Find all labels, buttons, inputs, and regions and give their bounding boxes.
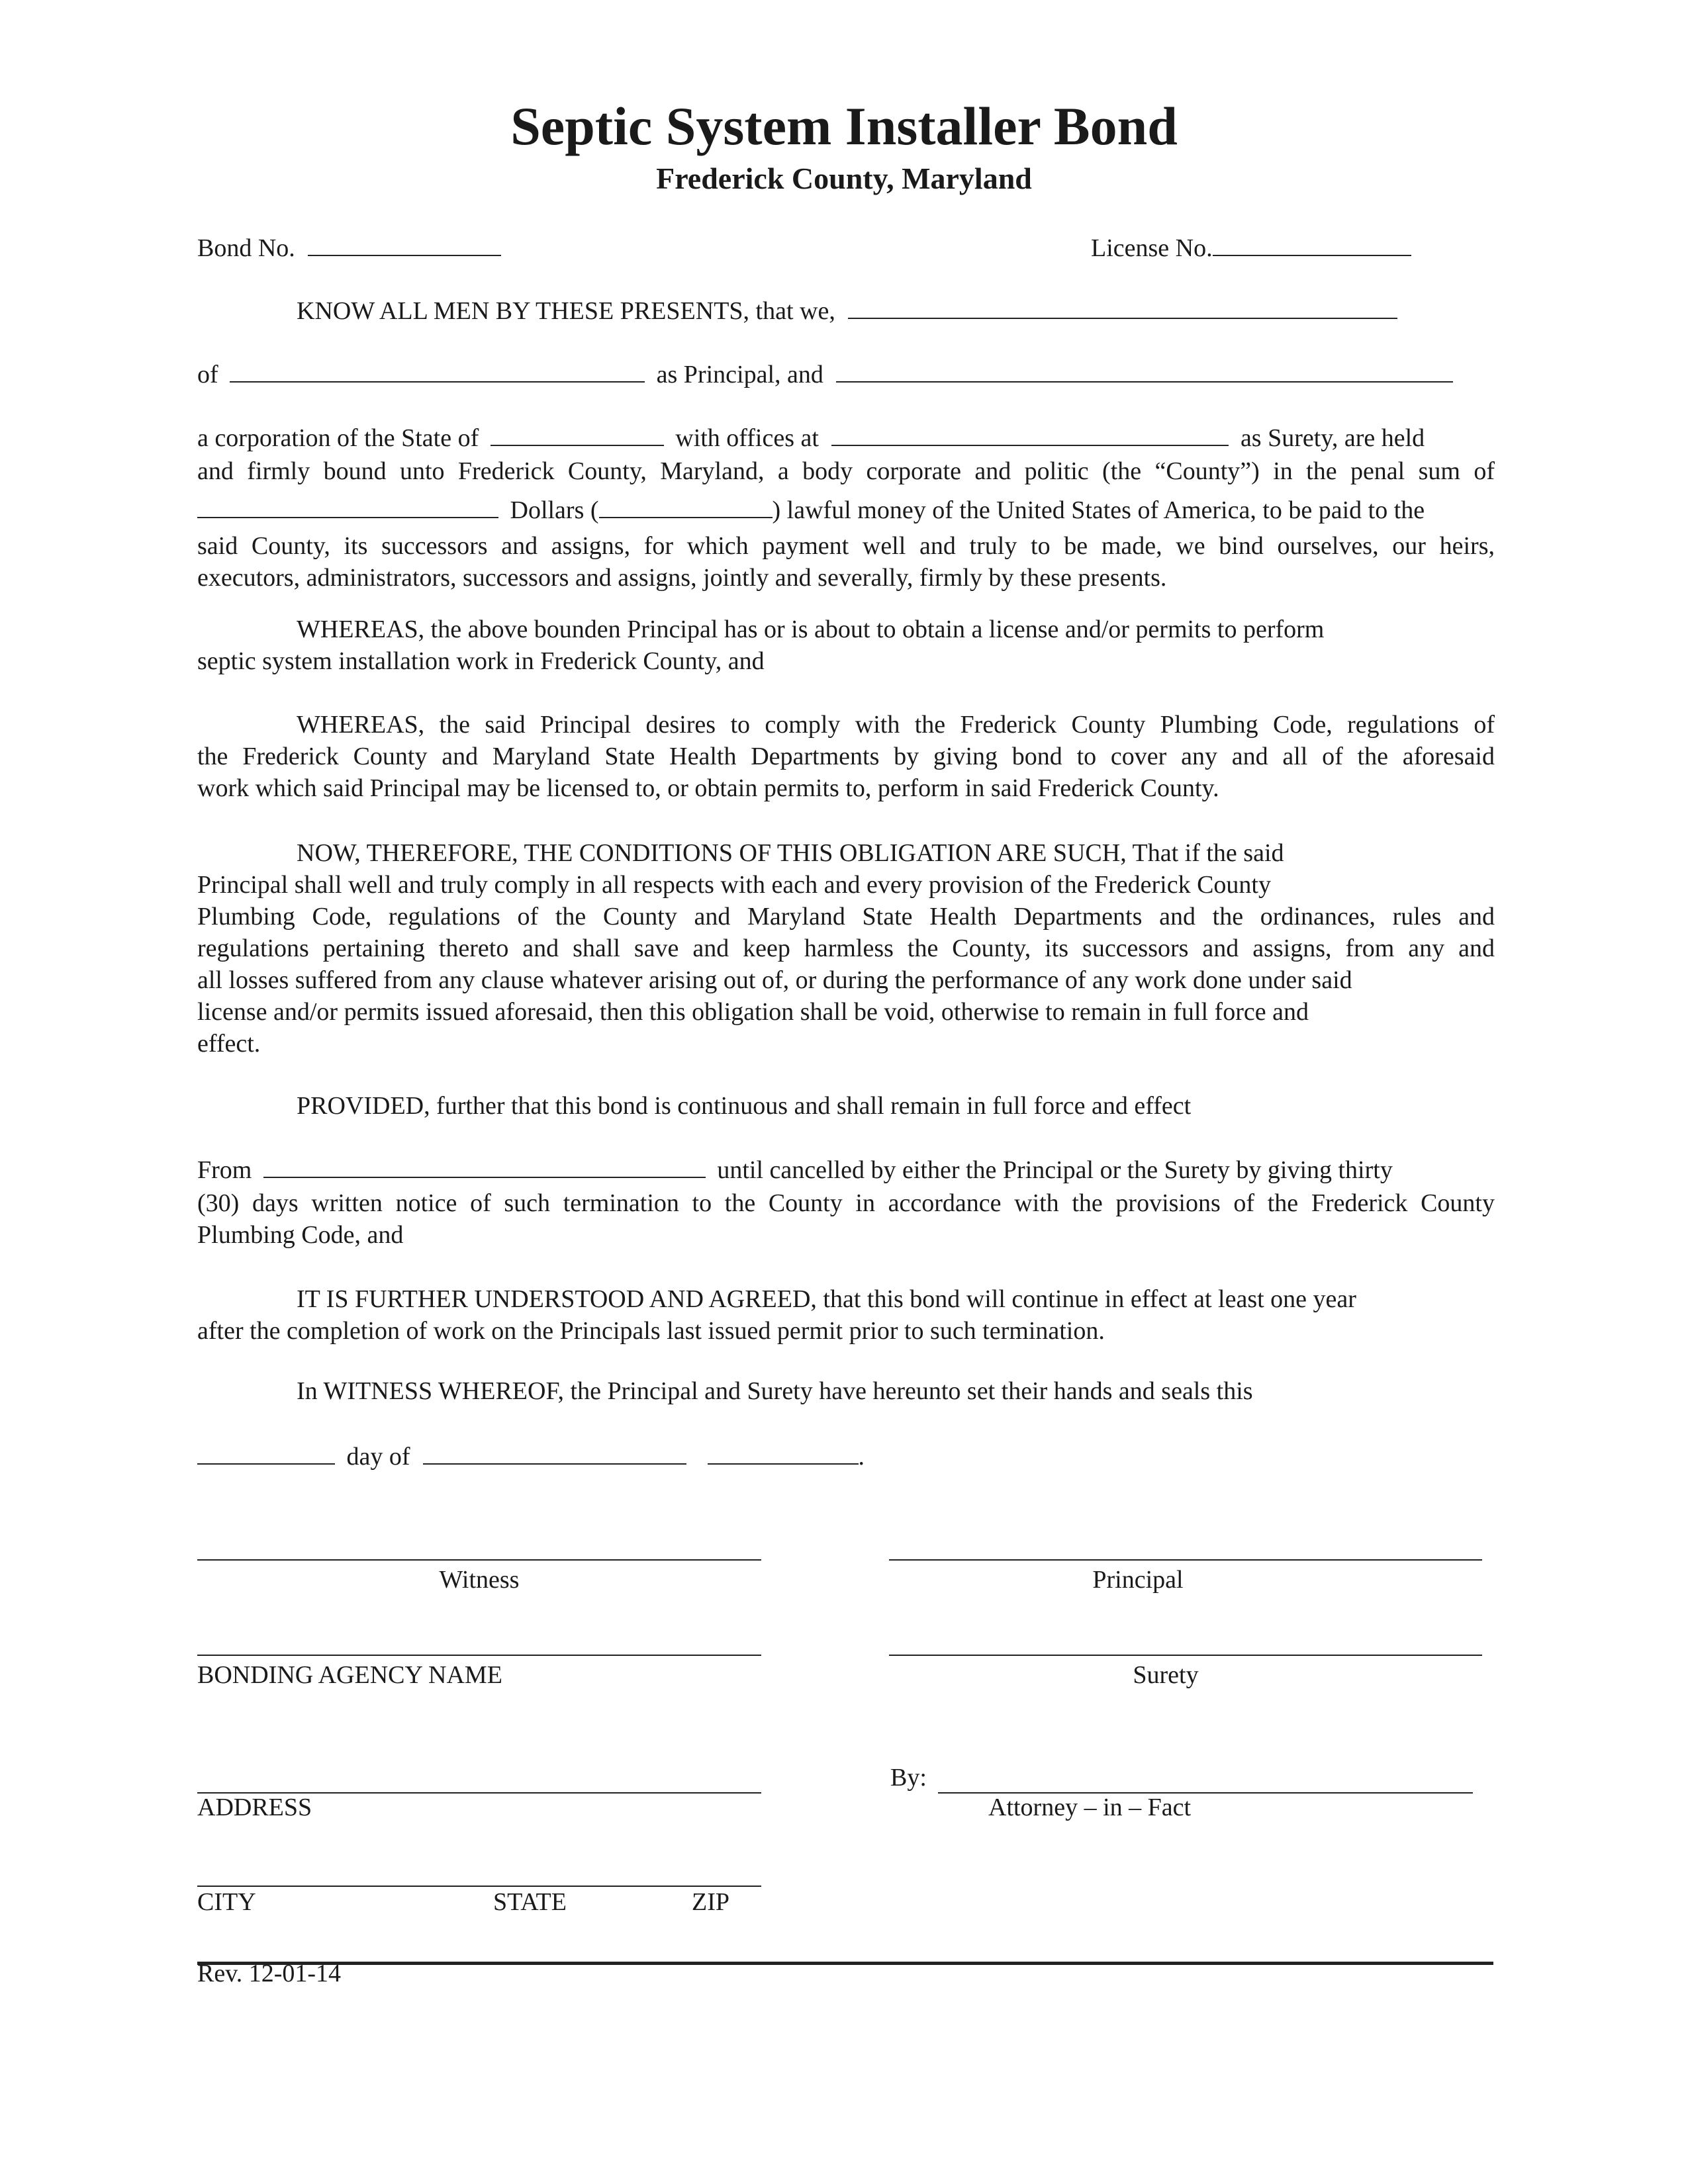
of-label: of bbox=[197, 361, 218, 388]
executors-line: executors, administrators, successors and assigns, jointly and severally, firmly by these presents. bbox=[197, 564, 1167, 592]
bond-no-row bbox=[197, 235, 501, 261]
witness-whereof-text: In WITNESS WHEREOF, the Principal and Surety have hereunto set their hands and seals this bbox=[297, 1377, 1253, 1405]
month-field[interactable] bbox=[423, 1443, 686, 1465]
now-line-2: Principal shall well and truly comply in all respects with each and every provision of the Frederick County bbox=[197, 871, 1271, 899]
license-no-row bbox=[1091, 235, 1411, 261]
attorney-label: Attorney – in – Fact bbox=[988, 1794, 1192, 1821]
now-line-7: effect. bbox=[197, 1030, 261, 1058]
know-all-text: KNOW ALL MEN BY THESE PRESENTS, that we, bbox=[297, 297, 835, 325]
thirty-days-paragraph bbox=[197, 1187, 1495, 1251]
know-all-row bbox=[297, 298, 1397, 324]
now-line-4: regulations pertaining thereto and shall save and keep harmless the County, its successors and assigns, from any and bbox=[197, 934, 1495, 962]
city-label: CITY bbox=[197, 1888, 256, 1916]
surety-name-field[interactable] bbox=[836, 361, 1453, 383]
principal-address-field[interactable] bbox=[230, 361, 645, 383]
further-paragraph bbox=[197, 1283, 1495, 1347]
surety-label: Surety bbox=[1133, 1661, 1199, 1689]
bound-paragraph bbox=[197, 455, 1495, 487]
with-offices-text: with offices at bbox=[675, 424, 819, 452]
day-of-row bbox=[197, 1443, 865, 1469]
of-row bbox=[197, 361, 1453, 387]
plumbing-code-line: Plumbing Code, and bbox=[197, 1221, 404, 1249]
until-cancelled-text: until cancelled by either the Principal or the Surety by giving thirty bbox=[717, 1156, 1393, 1184]
city-state-zip-line[interactable] bbox=[197, 1886, 761, 1887]
from-label: From bbox=[197, 1156, 252, 1184]
whereas-paragraph-1 bbox=[197, 614, 1495, 677]
effective-date-field[interactable] bbox=[263, 1157, 706, 1178]
now-line-5: all losses suffered from any clause whatever arising out of, or during the performance of any work done under said bbox=[197, 966, 1352, 994]
penal-sum-words-field[interactable] bbox=[197, 497, 498, 518]
day-field[interactable] bbox=[197, 1443, 335, 1465]
by-label: By: bbox=[890, 1764, 927, 1792]
lawful-money-text: ) lawful money of the United States of America, to be paid to the bbox=[772, 496, 1425, 524]
dollars-text: Dollars ( bbox=[510, 496, 599, 524]
surety-offices-field[interactable] bbox=[831, 425, 1229, 446]
footer-rule bbox=[197, 1962, 1493, 1965]
corp-state-text: a corporation of the State of bbox=[197, 424, 479, 452]
document-title: Septic System Installer Bond bbox=[510, 96, 1178, 156]
county-paragraph bbox=[197, 530, 1495, 594]
period: . bbox=[858, 1443, 865, 1471]
whereas1-line-2: septic system installation work in Frederick County, and bbox=[197, 647, 765, 675]
by-row bbox=[890, 1765, 927, 1790]
bond-no-field[interactable] bbox=[308, 235, 501, 256]
further-line-1: IT IS FURTHER UNDERSTOOD AND AGREED, that this bond will continue in effect at least one year bbox=[297, 1285, 1356, 1313]
now-line-1: NOW, THEREFORE, THE CONDITIONS OF THIS OBLIGATION ARE SUCH, That if the said bbox=[297, 839, 1284, 867]
now-therefore-paragraph bbox=[197, 837, 1495, 1060]
principal-label: Principal bbox=[1092, 1566, 1184, 1594]
document-subtitle: Frederick County, Maryland bbox=[656, 161, 1032, 195]
further-line-2: after the completion of work on the Principals last issued permit prior to such termination. bbox=[197, 1317, 1105, 1345]
whereas1-line-1: WHEREAS, the above bounden Principal has or is about to obtain a license and/or permits to perform bbox=[297, 615, 1325, 643]
now-line-6: license and/or permits issued aforesaid, then this obligation shall be void, otherwise to remain in full force and bbox=[197, 998, 1309, 1026]
revision-label: Rev. 12-01-14 bbox=[197, 1960, 342, 1987]
principal-name-field[interactable] bbox=[848, 298, 1397, 319]
zip-label: ZIP bbox=[692, 1888, 729, 1916]
bonding-agency-label: BONDING AGENCY NAME bbox=[197, 1661, 502, 1689]
bond-no-label: Bond No. bbox=[197, 234, 295, 262]
whereas2-line-2: the Frederick County and Maryland State Health Departments by giving bond to cover any and all of the aforesaid bbox=[197, 743, 1495, 770]
bonding-agency-line[interactable] bbox=[197, 1655, 761, 1656]
day-of-label: day of bbox=[346, 1443, 410, 1471]
as-surety-text: as Surety, are held bbox=[1240, 424, 1425, 452]
bound-line: and firmly bound unto Frederick County, Maryland, a body corporate and politic (the “County”) in the penal sum of bbox=[197, 457, 1495, 485]
state-label: STATE bbox=[493, 1888, 567, 1916]
witness-signature-line[interactable] bbox=[197, 1559, 761, 1561]
license-no-label: License No. bbox=[1091, 234, 1213, 262]
from-row bbox=[197, 1157, 1393, 1183]
surety-signature-line[interactable] bbox=[889, 1655, 1482, 1656]
county-line: said County, its successors and assigns, for which payment well and truly to be made, we bind ourselves, our heirs, bbox=[197, 532, 1495, 560]
now-line-3: Plumbing Code, regulations of the County and Maryland State Health Departments and the ordinances, rules and bbox=[197, 903, 1495, 931]
address-label: ADDRESS bbox=[197, 1794, 312, 1821]
corp-state-row bbox=[197, 425, 1425, 451]
penal-sum-amount-field[interactable] bbox=[599, 497, 773, 518]
year-field[interactable] bbox=[708, 1443, 859, 1465]
surety-state-field[interactable] bbox=[491, 425, 664, 446]
principal-signature-line[interactable] bbox=[889, 1559, 1482, 1561]
provided-text: PROVIDED, further that this bond is continuous and shall remain in full force and effect bbox=[297, 1092, 1192, 1120]
whereas-paragraph-2 bbox=[197, 709, 1495, 804]
whereas2-line-3: work which said Principal may be licensed to, or obtain permits to, perform in said Frederick County. bbox=[197, 774, 1219, 802]
whereas2-line-1: WHEREAS, the said Principal desires to comply with the Frederick County Plumbing Code, regulations of bbox=[297, 711, 1495, 739]
as-principal-text: as Principal, and bbox=[656, 361, 823, 388]
dollars-row bbox=[197, 497, 1425, 523]
license-no-field[interactable] bbox=[1213, 235, 1411, 256]
witness-label: Witness bbox=[439, 1566, 520, 1594]
thirty-days-line: (30) days written notice of such termination to the County in accordance with the provisions of the Frederick County bbox=[197, 1189, 1495, 1217]
